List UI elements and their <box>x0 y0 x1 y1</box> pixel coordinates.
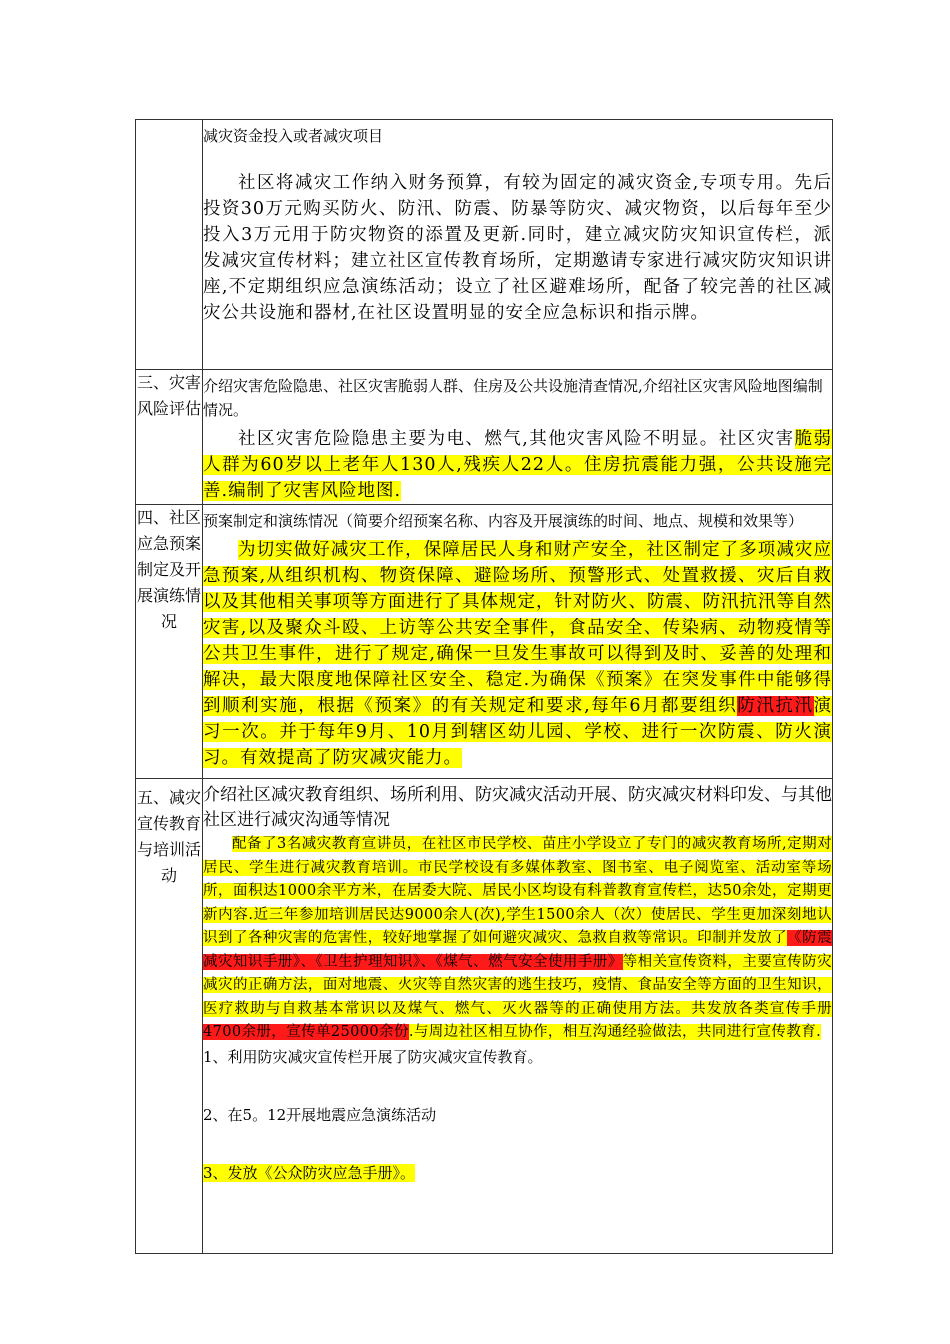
disaster-report-table <box>135 119 833 1254</box>
section5-content <box>203 779 833 1254</box>
section5-item-2: 2、在5。12开展地震应急演练活动 <box>203 1105 437 1124</box>
section5-item-3 <box>203 1161 832 1185</box>
section5-body-red1: 《防震减灾知识手册》、《卫生护理知识》、《煤气、燃气安全使用手册》 <box>203 930 832 970</box>
section2-label <box>136 120 203 370</box>
section5-label: 五、减灾宣传教育与培训活动 <box>136 779 203 1254</box>
section3-row <box>136 370 833 505</box>
section3-body-plain: 社区灾害危险隐患主要为电、燃气,其他灾害风险不明显。社区灾害 <box>238 429 795 449</box>
section5-body-part1: 配备了3名减灾教育宣讲员，在社区市民学校、苗庄小学设立了专门的减灾教育场所,定期对居民、学生进行减灾教育培训。市民学校设有多媒体教室、图书室、电子阅览室、活动室等场所，面积达1000余平方米，在居委大院、居民小区均设有科普教育宣传栏，达50余处，定期更新内容.近三年参加培训居民达9000余人(次),学生1500余人（次）使居民、学生更加深刻地认识到了各种灾害的危害性，较好地掌握了如何避灾减灾、急救自救等常识。印制并发放了 <box>203 836 832 946</box>
section5-intro: 介绍社区减灾教育组织、场所利用、防灾减灾活动开展、防灾减灾材料印发、与其他社区进行减灾沟通等情况 <box>203 785 832 830</box>
section3-content <box>203 370 833 505</box>
section5-body-part3: .与周边社区相互协作，相互沟通经验做法，共同进行宣传教育. <box>408 1024 822 1040</box>
section5-body <box>203 833 832 1045</box>
section5-item-1: 1、利用防灾减灾宣传栏开展了防灾减灾宣传教育。 <box>203 1047 543 1066</box>
section3-label: 三、灾害风险评估 <box>136 370 203 505</box>
section5-row <box>136 779 833 1254</box>
section4-body <box>203 537 832 771</box>
section5-body-part2: 等相关宣传资料，主要宣传防灾减灾的正确方法，面对地震、火灾等自然灾害的逃生技巧，疫情、食品安全等方面的卫生知识，医疗救助与自救基本常识以及煤气、燃气、灭火器等的正确使用方法。共发放各类宣传手册 <box>203 953 832 1017</box>
section4-intro: 预案制定和演练情况（简要介绍预案名称、内容及开展演练的时间、地点、规模和效果等） <box>203 512 804 530</box>
section2-content <box>203 120 833 370</box>
section4-content <box>203 505 833 779</box>
section3-body <box>203 426 832 504</box>
section2-title: 减灾资金投入或者减灾项目 <box>203 127 384 145</box>
section4-label: 四、社区应急预案制定及开展演练情况 <box>136 505 203 779</box>
section2-body: 社区将减灾工作纳入财务预算，有较为固定的减灾资金,专项专用。先后投资30万元购买防火、防汛、防震、防暴等防灾、减灾物资，以后每年至少投入3万元用于防灾物资的添置及更新.同时，建立减灾防灾知识宣传栏，派发减灾宣传材料；建立社区宣传教育场所，定期邀请专家进行减灾防灾知识讲座,不定期组织应急演练活动；设立了社区避难场所，配备了较完善的社区减灾公共设施和器材,在社区设置明显的安全应急标识和指示牌。 <box>203 173 832 323</box>
section4-row <box>136 505 833 779</box>
section4-body-part1: 为切实做好减灾工作，保障居民人身和财产安全，社区制定了多项减灾应急预案,从组织机构、物资保障、避险场所、预警形式、处置救援、灾后自救以及其他相关事项等方面进行了具体规定，针对防火、防震、防汛抗汛等自然灾害,以及聚众斗殴、上访等公共安全事件，食品安全、传染病、动物疫情等公共卫生事件，进行了规定,确保一旦发生事故可以得到及时、妥善的处理和解决，最大限度地保障社区安全、稳定.为确保《预案》在突发事件中能够得到顺利实施，根据《预案》的有关规定和要求,每年6月都要组织 <box>203 540 832 716</box>
section2-row <box>136 120 833 370</box>
section4-body-part2: 演习一次。并于每年9月、10月到辖区幼儿园、学校、进行一次防震、防火演习。有效提高了防灾减灾能力。 <box>203 696 832 768</box>
section3-intro: 介绍灾害危险隐患、社区灾害脆弱人群、住房及公共设施清查情况,介绍社区灾害风险地图编制情况。 <box>203 377 823 419</box>
section5-body-red2: 4700余册，宣传单25000余份 <box>203 1024 409 1040</box>
section5-item-3-text: 3、发放《公众防灾应急手册》。 <box>203 1163 416 1182</box>
section3-body-highlight: 脆弱人群为60岁以上老年人130人,残疾人22人。住房抗震能力强，公共设施完善.编制了灾害风险地图. <box>203 429 833 501</box>
section4-body-red: 防汛抗汛 <box>737 696 814 716</box>
